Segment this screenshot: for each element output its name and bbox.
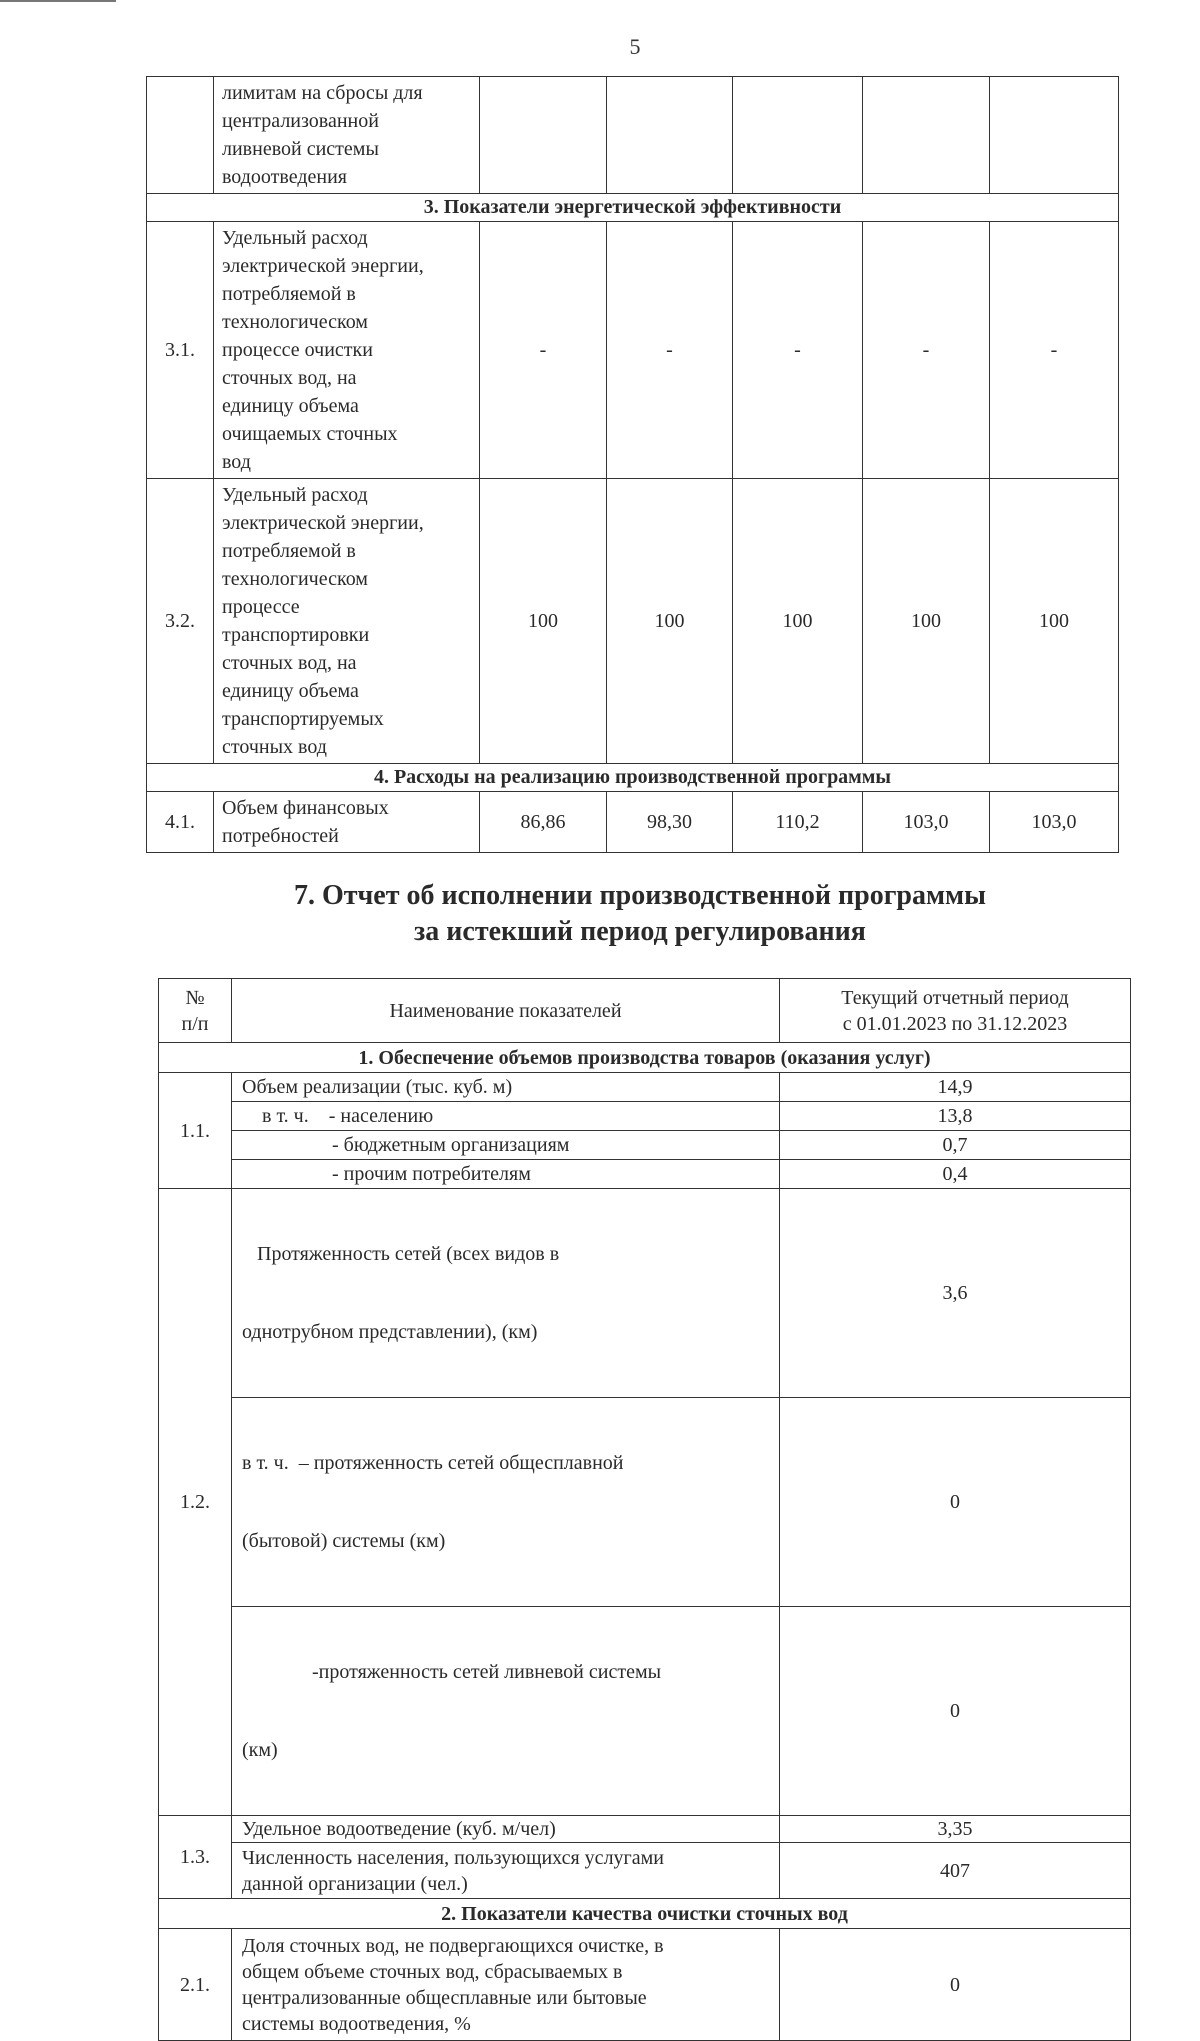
table-row bbox=[147, 222, 1119, 479]
table-row bbox=[147, 479, 1119, 764]
row-number-cell bbox=[147, 77, 214, 194]
section-title: 2. Показатели качества очистки сточных вод bbox=[159, 1899, 1131, 1929]
row-number-cell: 1.1. bbox=[159, 1073, 232, 1189]
indicator-name-line: потребностей bbox=[222, 825, 339, 847]
header-number-line: № bbox=[185, 986, 205, 1009]
indicators-table-continued bbox=[146, 76, 1119, 853]
indicator-name-line: процессе очистки bbox=[222, 339, 373, 361]
value-cell bbox=[733, 77, 863, 194]
section-row bbox=[159, 1899, 1131, 1929]
value-cell: 0,4 bbox=[780, 1160, 1131, 1189]
indicator-name-line: электрической энергии, bbox=[222, 255, 424, 277]
value-cell: - bbox=[863, 222, 990, 479]
value-cell bbox=[480, 77, 607, 194]
value-cell bbox=[990, 77, 1119, 194]
indicator-name-line: (бытовой) системы (км) bbox=[242, 1530, 446, 1552]
value-cell: - bbox=[990, 222, 1119, 479]
indicator-name-line: единицу объема bbox=[222, 680, 359, 702]
section-heading-line: 7. Отчет об исполнении производственной программы bbox=[293, 880, 986, 911]
indicator-name-line: однотрубном представлении), (км) bbox=[242, 1321, 538, 1343]
indicator-name-cell bbox=[232, 1929, 780, 2041]
page-number: 5 bbox=[629, 34, 641, 59]
row-number-cell: 2.1. bbox=[159, 1929, 232, 2041]
indicator-name-line: данной организации (чел.) bbox=[242, 1872, 468, 1895]
table-row bbox=[159, 1816, 1131, 1843]
table-row bbox=[159, 1102, 1131, 1131]
table-row bbox=[147, 77, 1119, 194]
scan-artifact-line bbox=[0, 0, 116, 2]
indicator-name-cell bbox=[214, 222, 480, 479]
value-cell: 100 bbox=[733, 479, 863, 764]
value-cell: 103,0 bbox=[863, 792, 990, 853]
value-cell: 103,0 bbox=[990, 792, 1119, 853]
program-execution-report-table bbox=[158, 978, 1131, 2041]
indicator-name-line: -протяженность сетей ливневой системы bbox=[242, 1661, 662, 1683]
value-cell: 0 bbox=[780, 1398, 1131, 1607]
indicator-name-line: транспортировки bbox=[222, 624, 370, 646]
table-row bbox=[159, 1131, 1131, 1160]
indicator-name-line: сточных вод, на bbox=[222, 367, 357, 389]
indicator-name-cell: - прочим потребителям bbox=[232, 1160, 780, 1189]
indicator-name-line: Объем финансовых bbox=[222, 797, 389, 819]
value-cell: - bbox=[480, 222, 607, 479]
value-cell: 0 bbox=[780, 1607, 1131, 1816]
indicator-name-line: в т. ч. – протяженность сетей общесплавной bbox=[242, 1452, 624, 1474]
indicator-name-line: единицу объема bbox=[222, 395, 359, 417]
indicator-name-line: технологическом bbox=[222, 568, 368, 590]
indicator-name-line: транспортируемых bbox=[222, 708, 384, 730]
section-title: 4. Расходы на реализацию производственной программы bbox=[147, 764, 1119, 792]
indicator-name-line: системы водоотведения, % bbox=[242, 2012, 471, 2035]
indicator-name-line: технологическом bbox=[222, 311, 368, 333]
row-number-cell: 4.1. bbox=[147, 792, 214, 853]
value-cell: 407 bbox=[780, 1843, 1131, 1899]
value-cell: 100 bbox=[480, 479, 607, 764]
value-cell: 100 bbox=[990, 479, 1119, 764]
section-row bbox=[159, 1043, 1131, 1073]
value-cell: 3,35 bbox=[780, 1816, 1131, 1843]
indicator-name-cell bbox=[232, 1189, 780, 1398]
table-row bbox=[147, 792, 1119, 853]
header-name-cell: Наименование показателей bbox=[232, 979, 780, 1043]
indicator-name-line: очищаемых сточных bbox=[222, 423, 398, 445]
header-number-line: п/п bbox=[181, 1012, 209, 1035]
indicator-name-line: (км) bbox=[242, 1739, 278, 1761]
value-cell: 100 bbox=[863, 479, 990, 764]
indicator-name-line: Доля сточных вод, не подвергающихся очистке, в bbox=[242, 1934, 664, 1957]
indicator-name-line: лимитам на сбросы для bbox=[222, 82, 423, 104]
value-cell: 100 bbox=[607, 479, 733, 764]
value-cell: - bbox=[607, 222, 733, 479]
table-row bbox=[159, 1607, 1131, 1816]
value-cell: 13,8 bbox=[780, 1102, 1131, 1131]
section-heading bbox=[150, 878, 1130, 950]
indicator-name-line: потребляемой в bbox=[222, 540, 356, 562]
indicator-name-line: электрической энергии, bbox=[222, 512, 424, 534]
indicator-name-cell: Удельное водоотведение (куб. м/чел) bbox=[232, 1816, 780, 1843]
header-row bbox=[159, 979, 1131, 1043]
indicator-name-cell bbox=[232, 1398, 780, 1607]
indicator-name-line: процессе bbox=[222, 596, 300, 618]
indicator-name-line: Численность населения, пользующихся услугами bbox=[242, 1846, 664, 1869]
value-cell: 3,6 bbox=[780, 1189, 1131, 1398]
header-number-cell bbox=[159, 979, 232, 1043]
indicator-name-line: централизованной bbox=[222, 110, 379, 132]
indicator-name-cell bbox=[214, 77, 480, 194]
value-cell: 0 bbox=[780, 1929, 1131, 2041]
row-number-cell: 1.2. bbox=[159, 1189, 232, 1816]
value-cell: 110,2 bbox=[733, 792, 863, 853]
indicator-name-cell: Объем реализации (тыс. куб. м) bbox=[232, 1073, 780, 1102]
indicator-name-line: вод bbox=[222, 451, 251, 473]
header-period-cell bbox=[780, 979, 1131, 1043]
indicator-name-cell: в т. ч. - населению bbox=[232, 1102, 780, 1131]
section-title: 3. Показатели энергетической эффективности bbox=[147, 194, 1119, 222]
section-row bbox=[147, 764, 1119, 792]
indicator-name-line: ливневой системы bbox=[222, 138, 379, 160]
value-cell bbox=[607, 77, 733, 194]
header-period-line: Текущий отчетный период bbox=[841, 986, 1069, 1009]
value-cell bbox=[863, 77, 990, 194]
indicator-name-cell bbox=[232, 1607, 780, 1816]
indicator-name-line: Протяженность сетей (всех видов в bbox=[242, 1243, 560, 1265]
indicator-name-line: сточных вод bbox=[222, 736, 327, 758]
header-period-line: с 01.01.2023 по 31.12.2023 bbox=[842, 1012, 1068, 1035]
table-row bbox=[159, 1843, 1131, 1899]
indicator-name-line: потребляемой в bbox=[222, 283, 356, 305]
table-row bbox=[159, 1929, 1131, 2041]
table-row bbox=[159, 1160, 1131, 1189]
value-cell: 14,9 bbox=[780, 1073, 1131, 1102]
table-row bbox=[159, 1189, 1131, 1398]
indicator-name-line: сточных вод, на bbox=[222, 652, 357, 674]
value-cell: 98,30 bbox=[607, 792, 733, 853]
indicator-name-line: водоотведения bbox=[222, 166, 347, 188]
indicator-name-cell bbox=[232, 1843, 780, 1899]
indicator-name-cell: - бюджетным организациям bbox=[232, 1131, 780, 1160]
table-row bbox=[159, 1398, 1131, 1607]
section-heading-line: за истекший период регулирования bbox=[414, 916, 866, 947]
indicator-name-line: Удельный расход bbox=[222, 484, 368, 506]
indicator-name-line: Удельный расход bbox=[222, 227, 368, 249]
indicator-name-line: централизованные общесплавные или бытовые bbox=[242, 1986, 647, 2009]
indicator-name-cell bbox=[214, 792, 480, 853]
row-number-cell: 3.1. bbox=[147, 222, 214, 479]
row-number-cell: 3.2. bbox=[147, 479, 214, 764]
value-cell: 0,7 bbox=[780, 1131, 1131, 1160]
indicator-name-cell bbox=[214, 479, 480, 764]
section-row bbox=[147, 194, 1119, 222]
value-cell: 86,86 bbox=[480, 792, 607, 853]
table-row bbox=[159, 1073, 1131, 1102]
section-title: 1. Обеспечение объемов производства товаров (оказания услуг) bbox=[159, 1043, 1131, 1073]
indicator-name-line: общем объеме сточных вод, сбрасываемых в bbox=[242, 1960, 623, 1983]
value-cell: - bbox=[733, 222, 863, 479]
row-number-cell: 1.3. bbox=[159, 1816, 232, 1899]
